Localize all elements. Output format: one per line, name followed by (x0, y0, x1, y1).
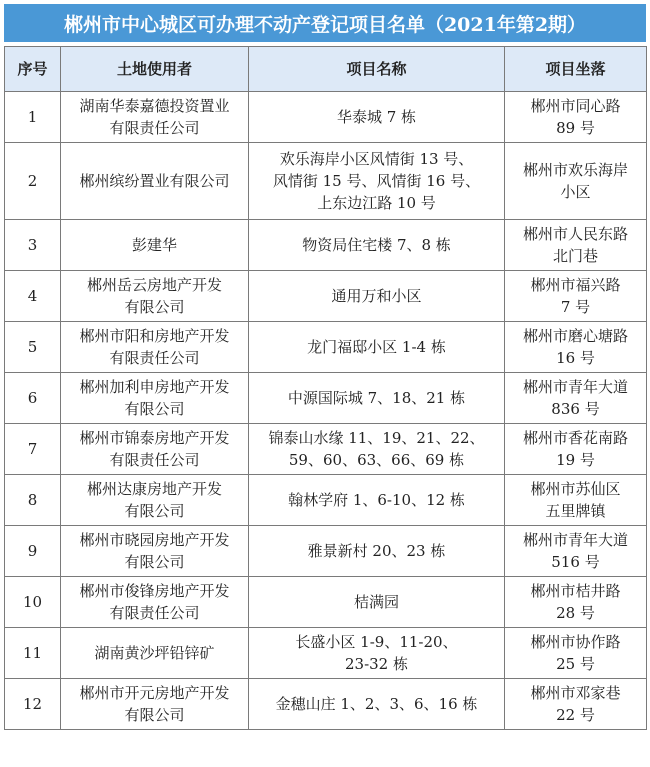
cell-land-user: 彭建华 (61, 220, 249, 271)
cell-project-location: 郴州市香花南路 19 号 (505, 424, 647, 475)
table-row (5, 373, 647, 424)
cell-project-location: 郴州市邓家巷 22 号 (505, 679, 647, 730)
cell-project-name: 华泰城 7 栋 (249, 92, 505, 143)
cell-land-user: 郴州市阳和房地产开发 有限责任公司 (61, 322, 249, 373)
cell-number: 6 (5, 373, 61, 424)
cell-project-location: 郴州市苏仙区 五里牌镇 (505, 475, 647, 526)
cell-project-name: 桔满园 (249, 577, 505, 628)
cell-project-name: 通用万和小区 (249, 271, 505, 322)
table-row (5, 628, 647, 679)
header-project-location: 项目坐落 (505, 47, 647, 92)
cell-land-user: 郴州岳云房地产开发 有限公司 (61, 271, 249, 322)
header-row (5, 47, 647, 92)
cell-land-user: 郴州达康房地产开发 有限公司 (61, 475, 249, 526)
cell-land-user: 郴州缤纷置业有限公司 (61, 143, 249, 220)
cell-land-user: 郴州市锦泰房地产开发 有限责任公司 (61, 424, 249, 475)
table-body (5, 92, 647, 730)
table-row (5, 92, 647, 143)
cell-number: 1 (5, 92, 61, 143)
header-project-name: 项目名称 (249, 47, 505, 92)
cell-land-user: 郴州市俊锋房地产开发 有限责任公司 (61, 577, 249, 628)
cell-number: 12 (5, 679, 61, 730)
cell-number: 11 (5, 628, 61, 679)
cell-project-location: 郴州市同心路 89 号 (505, 92, 647, 143)
cell-number: 8 (5, 475, 61, 526)
cell-project-name: 欢乐海岸小区风情街 13 号、 风情街 15 号、风情街 16 号、 上东边江路 10 号 (249, 143, 505, 220)
project-table (4, 46, 647, 730)
cell-project-name: 中源国际城 7、18、21 栋 (249, 373, 505, 424)
table-row (5, 577, 647, 628)
cell-land-user: 湖南黄沙坪铅锌矿 (61, 628, 249, 679)
table-row (5, 526, 647, 577)
cell-number: 9 (5, 526, 61, 577)
table-row (5, 424, 647, 475)
cell-number: 2 (5, 143, 61, 220)
cell-land-user: 郴州市开元房地产开发 有限公司 (61, 679, 249, 730)
table-row (5, 475, 647, 526)
table-header (5, 47, 647, 92)
cell-land-user: 郴州市晓园房地产开发 有限公司 (61, 526, 249, 577)
header-number: 序号 (5, 47, 61, 92)
cell-land-user: 郴州加利申房地产开发 有限公司 (61, 373, 249, 424)
cell-number: 7 (5, 424, 61, 475)
table-row (5, 143, 647, 220)
cell-project-location: 郴州市青年大道 516 号 (505, 526, 647, 577)
cell-project-location: 郴州市福兴路 7 号 (505, 271, 647, 322)
table-row (5, 322, 647, 373)
cell-project-name: 龙门福邸小区 1-4 栋 (249, 322, 505, 373)
header-land-user: 土地使用者 (61, 47, 249, 92)
cell-project-name: 雅景新村 20、23 栋 (249, 526, 505, 577)
cell-project-location: 郴州市协作路 25 号 (505, 628, 647, 679)
cell-project-location: 郴州市青年大道 836 号 (505, 373, 647, 424)
cell-project-name: 金穗山庄 1、2、3、6、16 栋 (249, 679, 505, 730)
cell-land-user: 湖南华泰嘉德投资置业 有限责任公司 (61, 92, 249, 143)
table-row (5, 220, 647, 271)
cell-project-name: 锦泰山水缘 11、19、21、22、 59、60、63、66、69 栋 (249, 424, 505, 475)
cell-project-location: 郴州市欢乐海岸 小区 (505, 143, 647, 220)
cell-project-location: 郴州市磨心塘路 16 号 (505, 322, 647, 373)
cell-number: 5 (5, 322, 61, 373)
table-row (5, 679, 647, 730)
cell-project-name: 长盛小区 1-9、11-20、 23-32 栋 (249, 628, 505, 679)
document-title: 郴州市中心城区可办理不动产登记项目名单（2021年第2期） (4, 4, 646, 42)
cell-project-name: 物资局住宅楼 7、8 栋 (249, 220, 505, 271)
table-row (5, 271, 647, 322)
cell-number: 3 (5, 220, 61, 271)
cell-project-location: 郴州市桔井路 28 号 (505, 577, 647, 628)
cell-number: 10 (5, 577, 61, 628)
cell-number: 4 (5, 271, 61, 322)
cell-project-location: 郴州市人民东路 北门巷 (505, 220, 647, 271)
cell-project-name: 翰林学府 1、6-10、12 栋 (249, 475, 505, 526)
